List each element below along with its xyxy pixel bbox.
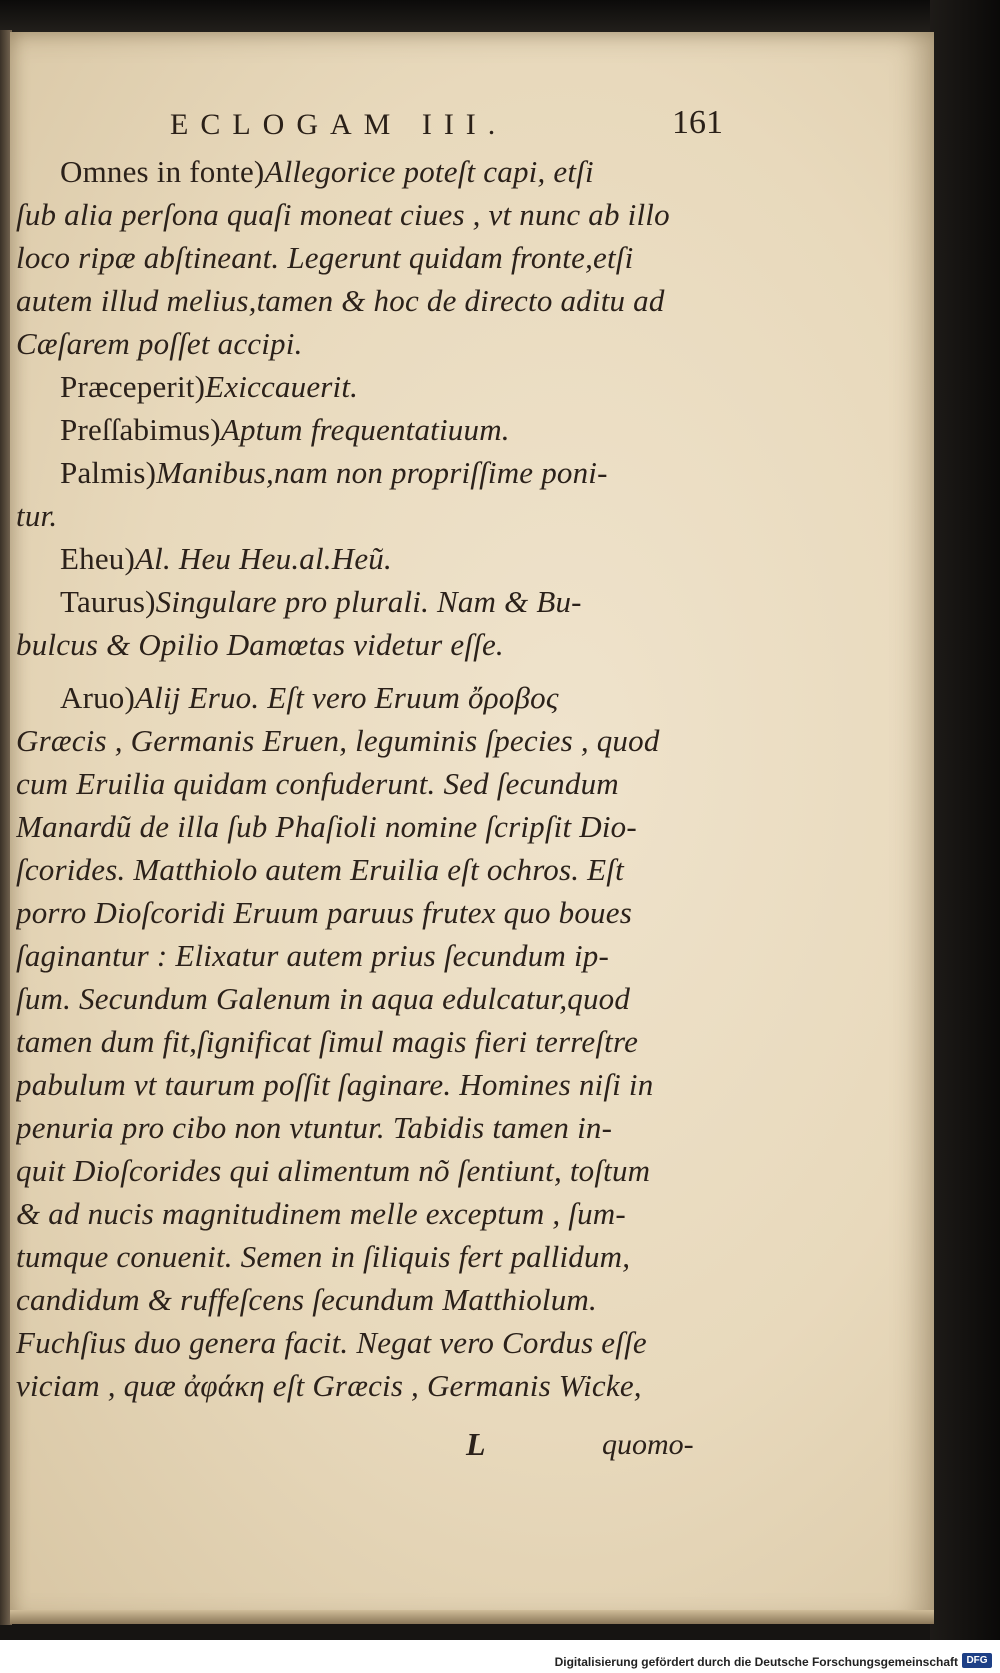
text-line bbox=[16, 805, 726, 848]
scan-right-margin bbox=[930, 0, 1000, 1640]
lemma: Aruo) bbox=[60, 680, 136, 715]
text-line bbox=[16, 762, 726, 805]
gloss-text: autem illud melius,tamen & hoc de directo aditu ad bbox=[16, 283, 665, 318]
gloss-text: ſub alia perſona quaſi moneat ciues , vt nunc ab illo bbox=[16, 197, 670, 232]
signature-mark: L bbox=[466, 1426, 486, 1462]
text-line bbox=[16, 193, 726, 236]
text-line bbox=[16, 365, 726, 408]
gloss-text: ſum. Secundum Galenum in aqua edulcatur,quod bbox=[16, 981, 631, 1016]
text-line bbox=[16, 934, 726, 977]
dfg-logo-badge: DFG bbox=[962, 1653, 992, 1668]
running-head: ECLOGAM III. bbox=[170, 108, 508, 141]
gloss-text: penuria pro cibo non vtuntur. Tabidis tamen in- bbox=[16, 1110, 613, 1145]
gloss-text: tur. bbox=[16, 498, 58, 533]
lemma: Omnes in fonte) bbox=[60, 154, 265, 189]
catchword: quomo- bbox=[602, 1428, 694, 1461]
gloss-text: Exiccauerit. bbox=[205, 369, 359, 404]
lemma: Preſſabimus) bbox=[60, 412, 221, 447]
text-line bbox=[16, 623, 726, 666]
page-bottom-edge bbox=[10, 1610, 934, 1624]
gloss-text: tumque conuenit. Semen in ſiliquis fert pallidum, bbox=[16, 1239, 631, 1274]
text-line bbox=[16, 1063, 726, 1106]
text-line bbox=[16, 1364, 726, 1407]
text-line bbox=[16, 150, 726, 193]
paragraph-gap bbox=[16, 666, 726, 676]
gloss-text: Manibus,nam non propriſſime poni- bbox=[156, 455, 608, 490]
gloss-text: Singulare pro plurali. Nam & Bu- bbox=[155, 584, 582, 619]
gloss-text: Al. Heu Heu.al.Heũ. bbox=[135, 541, 392, 576]
text-line bbox=[16, 1321, 726, 1364]
text-line bbox=[16, 1235, 726, 1278]
gloss-text: candidum & ruffeſcens ſecundum Matthiolum. bbox=[16, 1282, 597, 1317]
text-line bbox=[16, 891, 726, 934]
text-line bbox=[16, 719, 726, 762]
gloss-text: & ad nucis magnitudinem melle exceptum , ſum- bbox=[16, 1196, 626, 1231]
lemma: Taurus) bbox=[60, 584, 156, 619]
text-line bbox=[16, 494, 726, 537]
gloss-text: Græcis , Germanis Eruen, leguminis ſpecies , quod bbox=[16, 723, 660, 758]
page-number: 161 bbox=[672, 104, 723, 141]
text-line bbox=[16, 1192, 726, 1235]
gloss-text: Allegorice poteſt capi, etſi bbox=[264, 154, 594, 189]
text-line bbox=[16, 1149, 726, 1192]
lemma: Præceperit) bbox=[60, 369, 206, 404]
text-line bbox=[16, 236, 726, 279]
gloss-text: Alij Eruo. Eſt vero Eruum ὄροβος bbox=[135, 680, 559, 715]
text-line bbox=[16, 537, 726, 580]
gloss-text: bulcus & Opilio Damœtas videtur eſſe. bbox=[16, 627, 504, 662]
commentary-text bbox=[16, 150, 726, 1407]
gloss-text: loco ripæ abſtineant. Legerunt quidam fronte,etſi bbox=[16, 240, 634, 275]
text-line bbox=[16, 676, 726, 719]
gloss-text: tamen dum fit,ſignificat ſimul magis fieri terreſtre bbox=[16, 1024, 639, 1059]
gloss-text: cum Eruilia quidam confuderunt. Sed ſecundum bbox=[16, 766, 619, 801]
text-line bbox=[16, 848, 726, 891]
gloss-text: porro Dioſcoridi Eruum paruus frutex quo boues bbox=[16, 895, 632, 930]
gloss-text: quit Dioſcorides qui alimentum nõ ſentiunt, toſtum bbox=[16, 1153, 651, 1188]
funding-note: Digitalisierung gefördert durch die Deutsche Forschungsgemeinschaft bbox=[554, 1655, 958, 1669]
text-line bbox=[16, 279, 726, 322]
gloss-text: ſaginantur : Elixatur autem prius ſecundum ip- bbox=[16, 938, 609, 973]
gloss-text: pabulum vt taurum poſſit ſaginare. Homines niſi in bbox=[16, 1067, 654, 1102]
text-line bbox=[16, 451, 726, 494]
gloss-text: Aptum frequentatiuum. bbox=[220, 412, 510, 447]
gloss-text: viciam , quæ ἀφάκη eſt Græcis , Germanis Wicke, bbox=[16, 1368, 642, 1403]
text-line bbox=[16, 322, 726, 365]
lemma: Palmis) bbox=[60, 455, 157, 490]
text-line bbox=[16, 977, 726, 1020]
gloss-text: ſcorides. Matthiolo autem Eruilia eſt ochros. Eſt bbox=[16, 852, 624, 887]
gloss-text: Cæſarem poſſet accipi. bbox=[16, 326, 303, 361]
gloss-text: Manardũ de illa ſub Phaſioli nomine ſcripſit Dio- bbox=[16, 809, 637, 844]
text-line bbox=[16, 580, 726, 623]
text-line bbox=[16, 408, 726, 451]
text-line bbox=[16, 1020, 726, 1063]
scan-top-edge bbox=[0, 0, 1000, 34]
text-line bbox=[16, 1106, 726, 1149]
lemma: Eheu) bbox=[60, 541, 136, 576]
text-line bbox=[16, 1278, 726, 1321]
gloss-text: Fuchſius duo genera facit. Negat vero Cordus eſſe bbox=[16, 1325, 647, 1360]
